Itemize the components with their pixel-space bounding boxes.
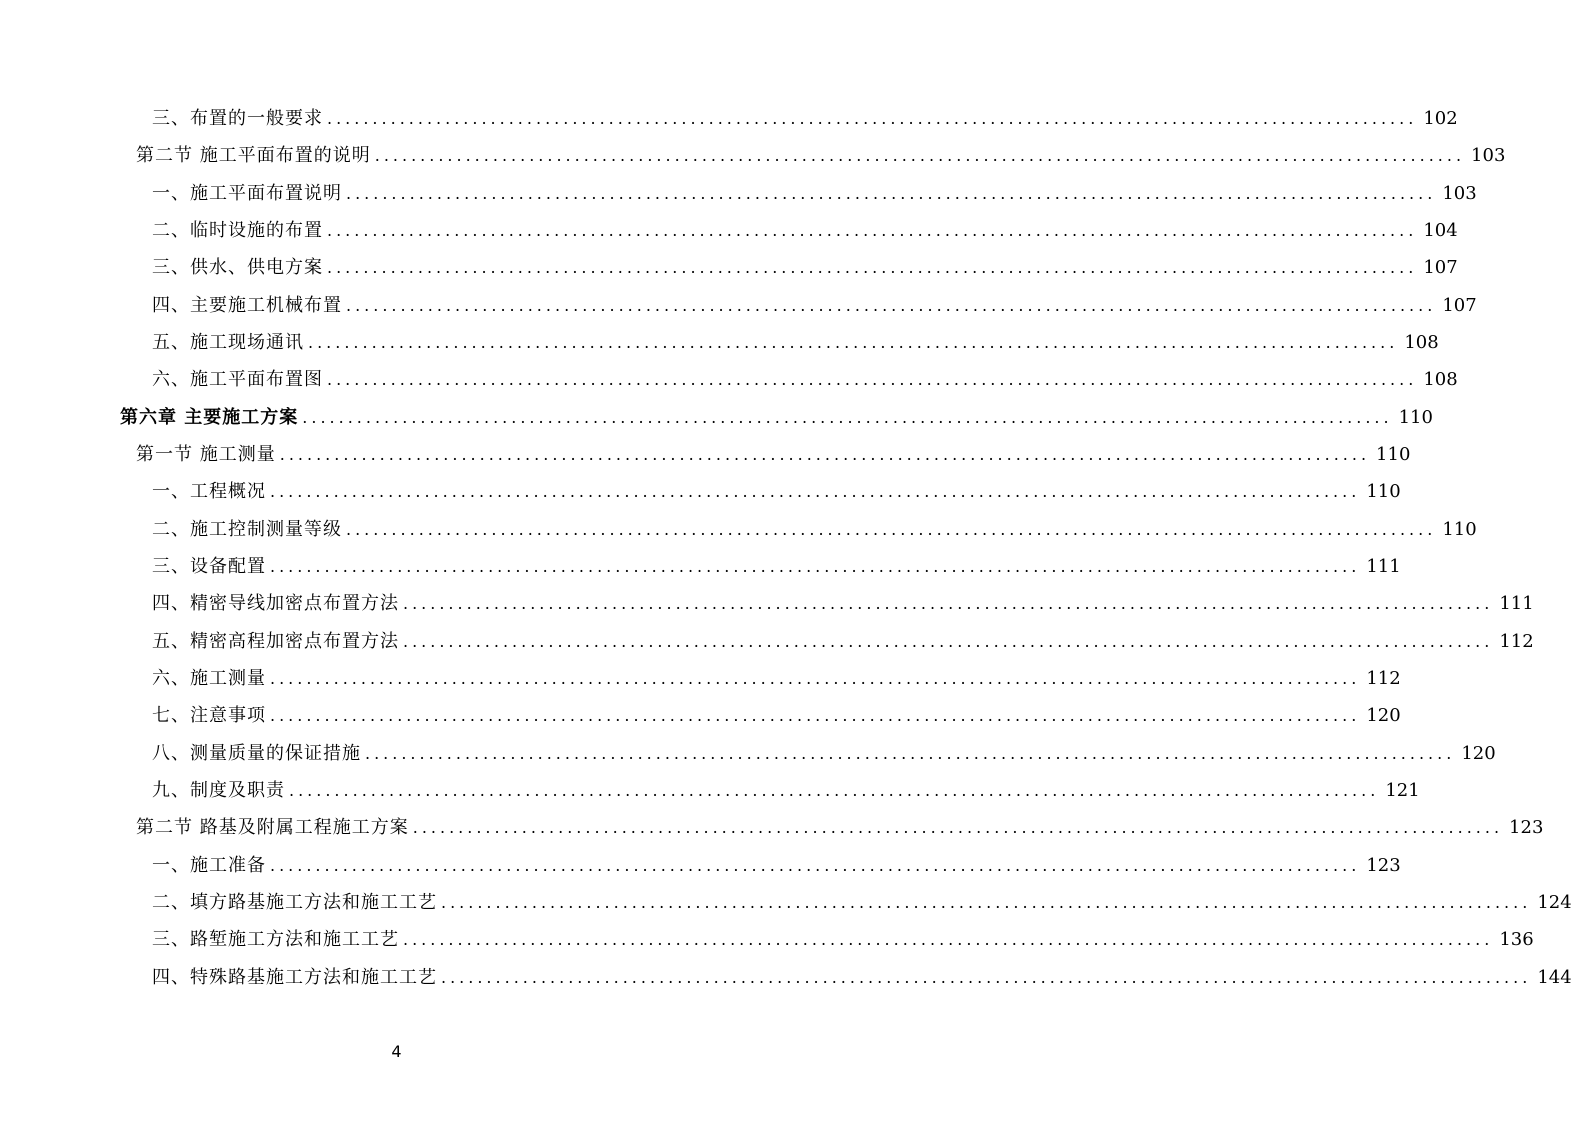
toc-section-entry[interactable]: [136, 137, 1506, 174]
toc-item-entry[interactable]: [152, 847, 1401, 884]
toc-dot-leader: ........................................................................................................................: [302, 408, 1393, 427]
toc-item-entry[interactable]: [152, 772, 1420, 809]
toc-page-number: 110: [1366, 481, 1401, 502]
toc-item-entry[interactable]: [152, 100, 1458, 137]
toc-page-number: 144: [1537, 967, 1572, 988]
toc-item-entry[interactable]: [152, 324, 1439, 361]
toc-page-number: 123: [1509, 817, 1544, 838]
toc-dot-leader: ........................................................................................................................: [441, 893, 1532, 912]
page-number: 4: [391, 1042, 402, 1061]
toc-entry-title: 三、路堑施工方法和施工工艺: [152, 929, 399, 950]
toc-dot-leader: ........................................................................................................................: [374, 146, 1466, 165]
toc-page-number: 110: [1442, 519, 1477, 540]
toc-page-number: 120: [1461, 743, 1496, 764]
toc-dot-leader: ........................................................................................................................: [327, 370, 1418, 389]
toc-item-entry[interactable]: [152, 623, 1534, 660]
toc-item-entry[interactable]: [152, 921, 1534, 958]
toc-dot-leader: ........................................................................................................................: [346, 520, 1437, 539]
toc-dot-leader: ........................................................................................................................: [270, 669, 1361, 688]
toc-entry-title: 二、填方路基施工方法和施工工艺: [152, 892, 437, 913]
toc-entry-title: 四、主要施工机械布置: [152, 295, 342, 316]
toc-entry-title: 四、特殊路基施工方法和施工工艺: [152, 967, 437, 988]
toc-entry-title: 第一节 施工测量: [136, 444, 276, 465]
toc-entry-title: 七、注意事项: [152, 705, 266, 726]
toc-dot-leader: ........................................................................................................................: [441, 968, 1532, 987]
toc-item-entry[interactable]: [152, 212, 1458, 249]
toc-entry-title: 八、测量质量的保证措施: [152, 743, 361, 764]
toc-page-number: 110: [1376, 444, 1411, 465]
toc-dot-leader: ........................................................................................................................: [365, 744, 1456, 763]
toc-entry-title: 二、临时设施的布置: [152, 220, 323, 241]
toc-section-entry[interactable]: [136, 436, 1411, 473]
toc-dot-leader: ........................................................................................................................: [327, 258, 1418, 277]
toc-entry-title: 一、工程概况: [152, 481, 266, 502]
toc-entry-title: 二、施工控制测量等级: [152, 519, 342, 540]
toc-entry-title: 一、施工平面布置说明: [152, 183, 342, 204]
toc-page-number: 107: [1442, 295, 1477, 316]
toc-page-number: 120: [1366, 705, 1401, 726]
toc-page-number: 136: [1499, 929, 1534, 950]
toc-item-entry[interactable]: [152, 884, 1572, 921]
toc-dot-leader: ........................................................................................................................: [327, 221, 1418, 240]
toc-item-entry[interactable]: [152, 249, 1458, 286]
toc-page-number: 102: [1423, 108, 1458, 129]
toc-entry-title: 第二节 施工平面布置的说明: [136, 145, 371, 166]
toc-chapter-entry[interactable]: [120, 399, 1433, 436]
toc-page-number: 124: [1537, 892, 1572, 913]
toc-entry-title: 三、供水、供电方案: [152, 257, 323, 278]
toc-page-number: 107: [1423, 257, 1458, 278]
toc-dot-leader: ........................................................................................................................: [308, 333, 1399, 352]
toc-dot-leader: ........................................................................................................................: [403, 632, 1494, 651]
toc-entry-title: 一、施工准备: [152, 855, 266, 876]
toc-entry-title: 六、施工平面布置图: [152, 369, 323, 390]
toc-page-number: 123: [1366, 855, 1401, 876]
toc-section-entry[interactable]: [136, 809, 1544, 846]
toc-entry-title: 五、施工现场通讯: [152, 332, 304, 353]
toc-entry-title: 三、设备配置: [152, 556, 266, 577]
toc-item-entry[interactable]: [152, 585, 1534, 622]
toc-dot-leader: ........................................................................................................................: [289, 781, 1380, 800]
toc-entry-title: 第二节 路基及附属工程施工方案: [136, 817, 409, 838]
toc-page-number: 108: [1404, 332, 1439, 353]
toc-page-number: 103: [1471, 145, 1506, 166]
toc-dot-leader: ........................................................................................................................: [270, 482, 1361, 501]
toc-page-number: 108: [1423, 369, 1458, 390]
toc-item-entry[interactable]: [152, 697, 1401, 734]
toc-item-entry[interactable]: [152, 959, 1572, 996]
toc-page-number: 103: [1442, 183, 1477, 204]
toc-item-entry[interactable]: [152, 361, 1458, 398]
toc-entry-title: 第六章 主要施工方案: [120, 407, 299, 428]
toc-item-entry[interactable]: [152, 473, 1401, 510]
toc-dot-leader: ........................................................................................................................: [279, 445, 1371, 464]
toc-dot-leader: ........................................................................................................................: [327, 109, 1418, 128]
toc-dot-leader: ........................................................................................................................: [270, 706, 1361, 725]
toc-item-entry[interactable]: [152, 660, 1401, 697]
toc-entry-title: 六、施工测量: [152, 668, 266, 689]
toc-entry-title: 三、布置的一般要求: [152, 108, 323, 129]
toc-dot-leader: ........................................................................................................................: [412, 818, 1504, 837]
toc-entry-title: 五、精密高程加密点布置方法: [152, 631, 399, 652]
toc-dot-leader: ........................................................................................................................: [270, 856, 1361, 875]
toc-item-entry[interactable]: [152, 735, 1496, 772]
toc-item-entry[interactable]: [152, 511, 1477, 548]
toc-dot-leader: ........................................................................................................................: [403, 594, 1494, 613]
toc-page-number: 111: [1499, 593, 1534, 614]
toc-page-number: 112: [1499, 631, 1534, 652]
toc-entry-title: 九、制度及职责: [152, 780, 285, 801]
toc-dot-leader: ........................................................................................................................: [346, 184, 1437, 203]
toc-entry-title: 四、精密导线加密点布置方法: [152, 593, 399, 614]
toc-item-entry[interactable]: [152, 548, 1401, 585]
toc-page-number: 110: [1398, 407, 1433, 428]
toc-dot-leader: ........................................................................................................................: [270, 557, 1361, 576]
toc-page-number: 104: [1423, 220, 1458, 241]
toc-item-entry[interactable]: [152, 287, 1477, 324]
toc-page-number: 121: [1385, 780, 1420, 801]
toc-item-entry[interactable]: [152, 175, 1477, 212]
toc-dot-leader: ........................................................................................................................: [403, 930, 1494, 949]
toc-page-number: 111: [1366, 556, 1401, 577]
toc-page-number: 112: [1366, 668, 1401, 689]
toc-dot-leader: ........................................................................................................................: [346, 296, 1437, 315]
